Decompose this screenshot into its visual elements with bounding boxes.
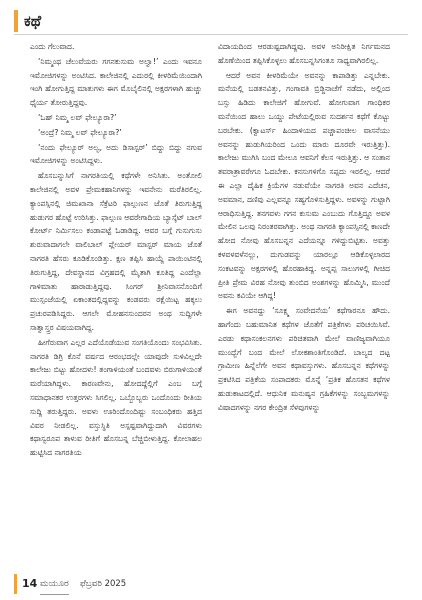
section-title: ಕಥೆ [24,12,42,30]
story-column-right [218,40,390,570]
page-header [0,0,422,40]
paragraph: ಎಂದು ಗೆಲುವಾದ. [30,42,75,51]
story-column-left [30,40,202,570]
page-number: 14 [22,577,38,590]
paragraph: ಈಗ ಅವನದ್ದು ‘ಸೂಕ್ಷ್ಮ ಸಂವೇದನೆಯ’ ಕಥೆಗಾರನೂ ಹೌದು. ಹಾಗೆಂದು ಬಹುಮಾನಿತ ಕಥೆಗಳ ಜೊತೆಗೆ ಪತ್ರಿಕೆಗಳು ಪರಿಚಯಿಸಿವೆ. ಎರಡು ಕಥಾಸಂಕಲನಗಳು ಪರಿಚಿತವಾಗಿ ಮೇಲೆ ವಾಣಿಜ್ಯವಾಗಿಯೂ ಮುಂದ್ಬೆಗೆ ಬಂದ ಮೇಲೆ ಲೋಕಶಾಂತಿಗೊಂಡಿದೆ. ಬಾಲ್ಯದ ದಟ್ಟ ಗ್ರಾಮೀಣ ಹಿನ್ನೆಲೆಗೇ ಅವನ ಕಥಾವಸ್ತುಗಳು. ಹೊಸಬನ್ನನ ಕಥೆಗಳನ್ನು ಪ್ರಕಟಿಸಿದ ಪತ್ರಿಕೆಯ ಸಂಪಾದಕರು ಮೊನ್ನೆ ‘ಪ್ರತಿಕ ಹೊಸತನ ಕಥೆಗಳ ಹುಡುಕಾಟದಲ್ಲಿದೆ. ಆಧುನಿಕ ಮನುಷ್ಯನ ಗ್ರಹಿಕೆಗಳನ್ನು ಸಂಬ್ಬಮಗಳನ್ನು ವಿಷಾದಗಳನ್ನು ನಗರ ಕೇಂದ್ರಿತ ಸೆಳವುಗಳನ್ನು [218,306,390,412]
paragraph: ‘ನಂದು ಫೇಲ್ಯೂರ್ ಅಲ್ವ, ಅದು ಡಿಸಾಸ್ಟರ್’ ಬಿದ್ದು ಬಿದ್ದು ನಗುವ ಇಮೋಜಿಗಳನ್ನು ಅಂಟಿಸಿದ್ದಳು. [30,142,202,166]
magazine-brand: ಮಯೂರ [40,574,69,595]
header-divider [14,34,408,35]
paragraph: ಹೀಗೆರುವಾಗ ಎಲ್ಲರ ಎದೆಯೊಡೆಯುವ ಸಂಗತಿಯೊಂದು ಸಂಭವಿಸಿತು. ನಾಗರತಿ ಡಿಗ್ರಿ ಕೊನೆ ವರ್ಷದ ಆರಂಭದಲ್ಲೇ ಯಾವುದೇ ಸುಳಿವಿಲ್ಲದೇ ಕಾಲೇಜು ಬಿಟ್ಟು ಹೋದಳು! ತಂಗಾಳಿಯಂತೆ ಬಂದವಳು ಬಿರುಗಾಳಿಯಂತೆ ಮರೆಯಾಗಿದ್ದಳು. ಕಾರಣವೇನು, ಹೋದದ್ದೆಲ್ಲಿಗೆ ಎಂಬ ಬಗ್ಗೆ ಸಮಾಧಾನಕರ ಉತ್ತರಗಳು ಸಿಗಲಿಲ್ಲ. ಒಬ್ಬೊಬ್ಬರು ಒಂದೊಂದು ರೀತಿಯ ಸುದ್ದಿ ತರುತ್ತಿದ್ದರು. ಅವಳು ಊರಿಂದೊಂದಿಷ್ಟು ಸಂಬಂಧಿಕರು ಹತ್ತಿದ ವಿವರ ನೀಡಲಿಲ್ಲ. ವಸ್ತುಸ್ಥಿತಿ ಅಸ್ಪಷ್ಟವಾಗಿದ್ದುದಾಗಿ ವಿವರಗಳು ಕಥಾಸ್ವರೂಪ ತಾಳುವ ರೀತಿಗೆ ಹೊಸಬನ್ನ ಬೆಚ್ಚಿಬೀಳುತ್ತಿದ್ದ. ಕೋಲಾಹಲ ಹುಟ್ಟಿಸಿದ ನಾಗರತಿಯ [30,337,202,458]
paragraph: ಆದರೆ ಅವನ ಕೀಳರಿಮೆಯೇ ಅವನನ್ನು ಕಾಪಾಡಿತ್ತು ಎನ್ನಬೇಕು. ಮನೆಯಲ್ಲಿ ಬಡತನವಿತ್ತು, ಗಂಗಾವತಿ ಬ್ರಿಡ್ಜಿನಾಚೆಗೆ ನಡೆದು, ಅಲ್ಲಿಂದ ಬಸ್ಸು ಹಿಡಿದು ಕಾಲೇಜಿಗೆ ಹೋಗುವೆ. ಹೋಗುವಾಗ ಗಾಂಧಿಕರ ಮನೆಯಿಂದ ಹಾಲು ಒಯ್ದು ಪೇಟೆಯಲ್ಲಿರುವ ಸುದರ್ಶನ ಕಥೆಗೆ ಕೊಟ್ಟು ಬರಬೇಕು. (ಕ್ವಾಟರ್ಸ್ ಹಿಂದಾಳಿಯದ ಪಚ್ಚಾಪಂಚೀಲ ವಾಸನೆಯು ಅವನನ್ನು ಹುಡುಗಿಯರಿಂದ ಒಂದು ಮಾರು ದೂರವೇ ಇರುತ್ತಿತ್ತು). ಕಾಲೇಜು ಮುಗಿಸಿ ಬಂದ ಮೇಲೂ ಆವನಿಗೆ ಕೆಲಸ ಇರುತ್ತಿತ್ತು. ಆ ಸಂತಾನ ತವರಾತ್ರಾವರೇಗೂ ಓದಬೇಕು. ಕನಸುಗಳಿಗೊ ಸಪ್ಪದು ಇರಲಿಲ್ಲ. ಆದರೆ ಈ ಎಲ್ಲಾ ದೈಹಿಕ ಕ್ರಿಯೆಗಳ ನಡುವೆಯೇ ನಾಗರತಿ ಅವನ ಎದೆಚನ, ಅವಮಾನ, ದಣಿವು ಎಲ್ಲವನ್ನೂ ಸಹ್ಯಗೊಳಿಸುತ್ತಿದ್ದಳು. ಅವಳನ್ನು ಗುಟ್ಟಾಗಿ ಆರಾಧಿಸುತ್ತಿದ್ದ. ತನಗವಳು ಗಗನ ಕುಸುಮ ಎಂಬುದು ಗೊತ್ತಿದ್ದೂ ಅವಳ ಮೇಲಿನ ಒಲವು ನಿರಂತರವಾಗಿತ್ತು. ಅಂಥ ನಾಗರತಿ ಕ್ಯಾಂಪಸ್ಸಿನಲ್ಲಿ ಕಾಣದೇ ಹೋದ ನೋವು ಹೊಸಬನ್ನನ ಎದೆಯನ್ನೂ ಗಳಿದ್ದುಬಿಟ್ಟಿತು. ಅವತ್ತು ಕಳವಳವಳೆನಲ್ಲು, ದುಗುಡವನ್ನು ಯಾರಲ್ಲೂ ಆಡಿಕೊಳ್ಳಲಾರದ ಸಂಕಟವನ್ನು ಅಕ್ಷರಗಳಲ್ಲಿ ಹೊರಹಾಕಿದ್ದ. ಅನ್ನಪ್ಪ ಸಾಲುಗಳಲ್ಲಿ ಗೀಚಿದ ಪ್ರೀತಿ ಪ್ರೇಮ ವಿರಹ ನೋವು ತುಂಬಿದ ಅಂಶಗಳನ್ನು ಹೊಮ್ಮಿಸಿ, ಮುಂದೆ ಅವನು ಕವಿಯೇ ಆಗಿದ್ದ! [218,70,390,301]
story-body [30,40,390,570]
paragraph: ಹೊಸಬನ್ನುಸಿಗೆ ನಾಗರತಿಯಲ್ಲಿ ಕಥೆಗಳೇ ಅನಿಸಿತು. ಅಂತೋಲಿ ಕಾಲೇಜಿನಲ್ಲಿ ಅವಳ ಪ್ರೇಮಕಹಾನಿಗಳನ್ನು ಇವನೇನು ಮರೆತಿರಲಿಲ್ಲ. ಕ್ಯಾಂಪಸ್ಸಿನಲ್ಲಿ ಜಿಮಖಾನಾ ಸೆಕ್ರೆಟರಿ ಫಾಲ್ಗುಣನ ಜೊತೆ ತಿರುಗುತ್ತಿದ್ದ ಹುಡುಗರ ಹೊಟ್ಟೆ ಉರಿಸಿತ್ತು. ಫಾಲ್ಗುಣ ಆವರೇಗಾದಿಯ ಬ್ಯಾಸ್ಕೆಟ್ ಬಾಲ್ ಕೋರ್ಟ್ ನಿರ್ಮಿಸಲು ಕಂಡಾಪಟ್ಟೆ ಓಡಾಡಿದ್ದ. ಆವರ ಬಗ್ಗೆ ಗುಸುಗುಸು ಶುರುವಾದಾಗಲೇ ವಾಲಿಬಾಲ್ ಪ್ಲೇಯರ್ ಮಾಸ್ಟರ್ ಮಾಯ ಜೊತೆ ನಾಗರತಿ ಹೆಸರು ಕೂಡಿಕೊಂಡಿತ್ತು. ಕ್ಷಣ ತಪ್ಪಿಸಿ ಹಾಯ್ದೆ ಪಾಯಿಂಟಿನಲ್ಲಿ ತಿರುಗುತ್ತಿದ್ದ, ದೇವಸ್ಥಾನದ ವಿಗ್ರಹದಲ್ಲಿ ಮೈತಾಗಿ ಕೂತಿದ್ದ ಎಂದೆಲ್ಲಾ ಗಾಳಿಮಾತು ಹಾರಾಡುತ್ತಿದ್ದವು. ಸಿಂಗರ್ ಶ್ರೀನಿವಾಸನೊಂದಿಗೆ ಮುಸ್ಸಂಜೆಯಲ್ಲಿ ಏಕಾಂತದಲ್ಲಿದ್ದವನ್ನು ಕಂಡವರು ರಕ್ಷೆಯಿಟ್ಟ ಹಕ್ಕಲು ಪ್ರಚುರಪಡಿಸಿದ್ದರು. ಆಗಲೇ ಮೋಹನಸುಂದರನ ಅಂಥ ಸುದ್ದಿಗಳೇ ಸಾತ್ವಾಸ್ತ್ರರ ವಿಷಯವಾಗಿದ್ದ. [30,171,202,332]
page-footer [0,568,422,600]
footer-accent-bar [14,574,17,594]
paragraph: ‘ಓಹ್ ನಿಮ್ಮ ಲವ್ ಫೇಲ್ಯೂರಾ?’ [38,112,117,122]
paragraph: ‘ನಿಮ್ಮಂಥ ಚೆಲುವೆಯರು ಗಗನಕುಸುಮ ಅಲ್ವಾ!’ ಎಂದು ಇವನೂ ಇಮೋಜಿಗಳನ್ನು ಅಂಟಿಸಿದ. ಕಾಲೇಜಿನಲ್ಲಿ ಎದುರಲ್ಲಿ ಕೀಳರಿಮೆಯಿಂದಾಗಿ ಇಂಗಿ ಹೋಗುತ್ತಿದ್ದ ಮಾತುಗಳು ಈಗ ಮೊಬೈಲಿನಲ್ಲಿ ಅಕ್ಷರಗಳಾಗಿ ಹುಚ್ಚು ಧೈರ್ಯ ತೋರುತ್ತಿದ್ದವು. [30,56,202,108]
paragraph: ವಿದಾಯದಿಂದ ಆರಡುಷ್ಟದಾಗಿದ್ದವು. ಅವಳ ಅನಿರೀಕ್ಷಿತ ನಿರ್ಗಮನದ ಹೊಣೆಯಿಂದ ತಪ್ಪಿಸಿಕೊಳ್ಳಲು ಹೊಸಬನ್ನಸಿಗಂತೂ ಸಾಧ್ಯವಾಗಿರಲಿಲ್ಲ. [218,42,390,65]
issue-date: ಫೆಬ್ರವರಿ 2025 [80,579,127,589]
paragraph: ‘ಅಂದ್ರೆ? ನಿಮ್ಮ ಲವ್ ಫೇಲ್ಯೂರಾ?’ [38,127,122,137]
section-accent-bar [14,10,18,32]
